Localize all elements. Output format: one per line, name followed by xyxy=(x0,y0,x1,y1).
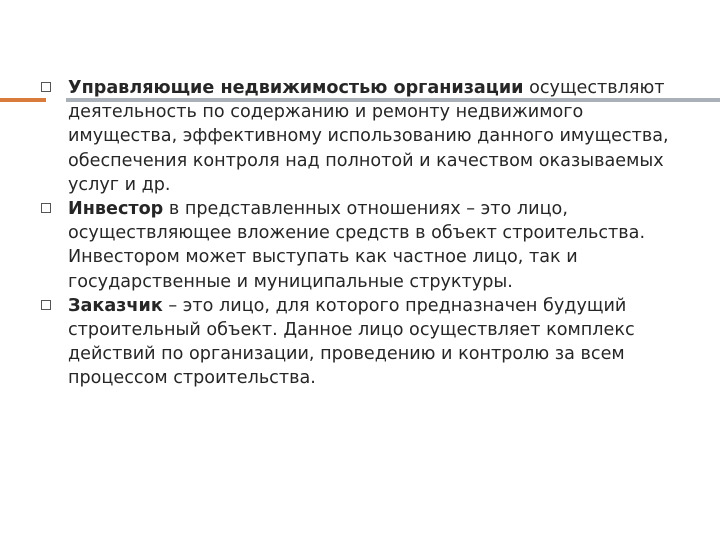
bullet-text: осуществляют деятельность по содержанию и ремонту недвижимого имущества, эффективному использованию данного имущества, обеспечения контроля над полнотой и качеством оказываемых услуг и др. xyxy=(68,78,669,195)
bullet-item xyxy=(40,76,680,197)
bullet-list xyxy=(40,76,680,391)
bullet-term: Заказчик xyxy=(68,295,163,316)
bullet-item xyxy=(40,197,680,294)
bullet-item xyxy=(40,294,680,391)
bullet-term: Инвестор xyxy=(68,199,164,220)
bullet-text: – это лицо, для которого предназначен будущий строительный объект. Данное лицо осуществляет комплекс действий по организации, проведению и контролю за всем процессом строительства. xyxy=(68,295,635,389)
hollow-square-icon xyxy=(41,82,51,92)
bullet-term: Управляющие недвижимостью организации xyxy=(68,78,524,98)
bullet-text: в представленных отношениях – это лицо, осуществляющее вложение средств в объект строительства. Инвестором может выступать как частное лицо, так и государственные и муниципальные структуры. xyxy=(68,199,646,292)
hollow-square-icon xyxy=(41,203,51,213)
hollow-square-icon xyxy=(41,300,51,310)
